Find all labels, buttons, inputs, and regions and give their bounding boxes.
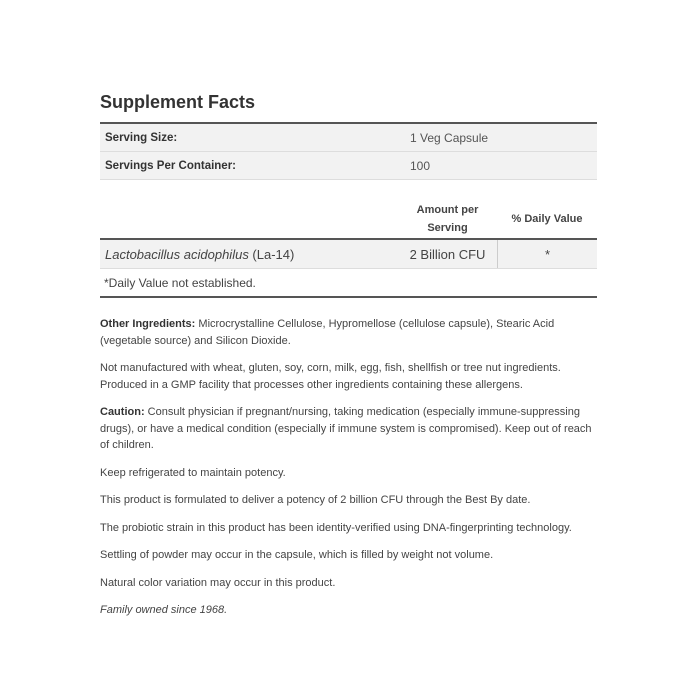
product-notes bbox=[100, 316, 597, 619]
caution-note: Caution: Consult physician if pregnant/nursing, taking medication (especially immune-suppressing drugs), or have a medical condition (especially if immune system is compromised). Keep out of reach of children. bbox=[100, 406, 592, 451]
other-ingredients: Other Ingredients: Microcrystalline Cellulose, Hypromellose (cellulose capsule), Stearic Acid (vegetable source) and Silicon Dioxide. bbox=[100, 318, 555, 347]
serving-size-label: Serving Size: bbox=[105, 131, 178, 144]
page-title: Supplement Facts bbox=[100, 92, 256, 112]
strain-note: The probiotic strain in this product has been identity-verified using DNA-fingerprinting technology. bbox=[100, 521, 572, 534]
family-note: Family owned since 1968. bbox=[100, 604, 228, 616]
serving-size-row bbox=[100, 124, 597, 152]
daily-value-header: % Daily Value bbox=[511, 213, 583, 225]
ingredient-name: Lactobacillus acidophilus (La-14) bbox=[105, 246, 295, 262]
amount-per-serving-header: Amount per Serving bbox=[416, 204, 479, 234]
servings-per-container-value: 100 bbox=[410, 158, 431, 173]
allergen-note: Not manufactured with wheat, gluten, soy, corn, milk, egg, fish, shellfish or tree nut ingredients. Produced in a GMP facility that processes other ingredients containing these allergens. bbox=[100, 362, 561, 391]
serving-table bbox=[100, 122, 597, 180]
servings-per-container-row bbox=[100, 152, 597, 180]
supplement-facts-panel bbox=[100, 91, 597, 630]
servings-per-container-label: Servings Per Container: bbox=[105, 159, 237, 172]
ingredient-row bbox=[100, 240, 597, 269]
serving-size-value: 1 Veg Capsule bbox=[410, 130, 489, 145]
color-note: Natural color variation may occur in this product. bbox=[100, 576, 336, 589]
storage-note: Keep refrigerated to maintain potency. bbox=[100, 466, 286, 479]
ingredient-daily-value: * bbox=[497, 240, 597, 268]
daily-value-footnote: *Daily Value not established. bbox=[100, 269, 597, 298]
ingredient-amount: 2 Billion CFU bbox=[409, 246, 486, 262]
column-header bbox=[100, 200, 597, 240]
powder-note: Settling of powder may occur in the capsule, which is filled by weight not volume. bbox=[100, 549, 494, 561]
potency-note: This product is formulated to deliver a potency of 2 billion CFU through the Best By date. bbox=[100, 494, 531, 506]
